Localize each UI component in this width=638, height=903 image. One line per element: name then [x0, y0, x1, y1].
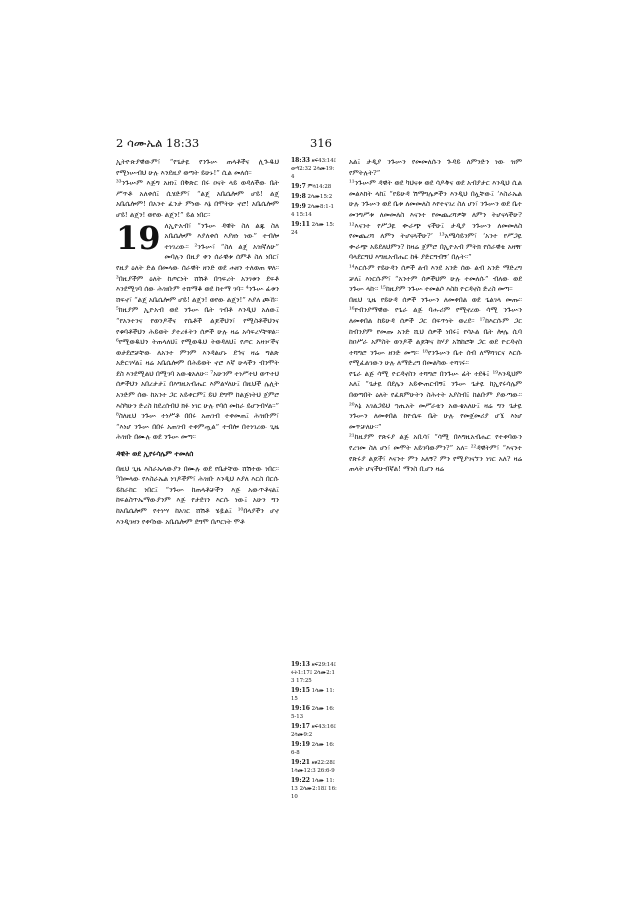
cross-reference [291, 157, 337, 181]
xref-verse: 19:7 [291, 183, 306, 190]
verse-paragraph: ኢትዮጵያዊውም፣ “የጌታዬ የንጉሡ ጠላቶችና ሊጕዱህ የሚነሡብህ ሁሉ እንደዚያ ወጣት ይሁኑ!” ሲል መለሰ። [116, 158, 279, 177]
section-heading: ዳዊት ወደ ኢየሩሳሌም ተመለሰ [116, 450, 194, 459]
xref-verse: 19:8 [291, 193, 306, 200]
xref-verse: 19:9 [291, 203, 306, 210]
verse-paragraph: ³³ንጉሡም እጅግ አዘነ፤ በቅጽር በሩ ዐናት ላይ ወዳለችው ቤት ሥጥቶ አለቀሰ፤ ሲሄድም፣ “ልጄ አቤሴሎም ሆይ! ልጄ አቤሴሎም! በአንተ ፈንታ ምነው እኔ በሞትሁ ኖሮ! አቤሴሎም ሆይ! ልጄን! ወየው ልጄን!” ይል ነበር። [116, 179, 279, 219]
cross-reference-column-lower [291, 661, 337, 803]
page-number: 316 [310, 136, 332, 150]
xref-verse: 19:13 [291, 661, 310, 668]
left-text-column [116, 157, 279, 527]
xref-text: ዘፍ29:14፤ ሩት1:17፤ 2ሳሙ2:13 17:25 [291, 662, 336, 684]
xref-text: ምሳ14:28 [307, 184, 332, 190]
xref-text: 1ሳሙ 11:13 2ሳሙ2:18፤ 16:10 [291, 778, 337, 800]
verse-paragraph: ለኢዮአብ፣ “ንጉሡ ዳዊት ስለ ልጁ ስለ አቤሴሎም እያለቀሰ እያዘነ ነው” ተብሎ ተነገረው። ²ንጉሡ፣ “ስለ ልጄ አዝኛለሁ” መባሉን በዚያ ቀን ሰራዊቱ ሰምቶ ስለ ነበር፣ የዚያ ዕለት ድል በመላው ሰራዊት ዘንድ ወደ ሐዘን ተለወጠ ዋለ። ³በዚያችም ዕለት ከጦርነት ሸሽቶ በኀፍረት አንገቱን ደፍቶ እንደሚገባ ሰው ሕዝቡም ተሸማቆ ወደ ከተማ ገባ። ⁴ንጉሡ ፊቱን ሸፍኖ፣ “ልጄ አቤሴሎም ሆይ! ልጄን! ወየው ልጄን!” እያለ ጮኸ። [116, 221, 279, 304]
verse-paragraph: ¹¹ንጉሡም ዳዊት ወደ ካህናቱ ወደ ሳዶቅና ወደ አብያታር እንዲህ ሲል መልእክት ላከ፤ “የይሁዳ ሽማግሌዎችን እንዲህ በሏቸው፤ ‘እስራኤል ሁሉ ንጉሡን ወደ ቤቱ ለመመለስ እየተናገረ ስለ ሆነ፣ ንጉሡን ወደ ቤተ መንግሥቱ ለመመለስ እናንተ የመጨረሻዎቹ ለምን ትሆናላችሁ? ¹²እናንተ የሥጋዬ ቍራጭ ናችሁ፤ ታዲያ ንጉሡን ለመመለስ የመጨረሻ ለምን ትሆናላችሁ?’ ¹³አሜሳይንም፣ ‘አንተ የሥጋዬ ቍራጭ አይደለህምን? ከዛሬ ጀምሮ በኢዮአብ ምትክ የሰራዊቴ አዛዥ ባላደርግህ እግዚአብሔር ከፋ ያድርግብኝ’ በሉት።” [349, 179, 522, 262]
verse-paragraph: አል፤ ታዲያ ንጉሡን የመመለሱን ጕዳይ ለምንድን ነው ዝም የምትሉት?” [349, 158, 522, 177]
xref-verse: 19:22 [291, 777, 310, 784]
running-header [116, 136, 522, 154]
cross-reference [291, 723, 337, 739]
xref-text: 2ሳሙ 16:5-13 [291, 706, 335, 720]
verse-paragraph: ²¹ከዚያም የጽሩያ ልጅ አቢሳ፣ “ሳሚ በእግዚአብሔር የተቀባውን የረገመ ስለ ሆነ፣ መሞት አይገባውምን?” አለ። ²²ዳዊትም፣ “እናንተ የጽሩያ ልጆች፣ እናንተ ምን አለኝ? ምን የሚያገናኘን ነገር አለ? ዛሬ ጠላት ሆናችሁብኛል! ማንስ ቢሆን ዛሬ [349, 433, 522, 474]
xref-verse: 18:33 [291, 157, 310, 164]
xref-text: 2ሳሙ15:2 [307, 194, 333, 200]
verse-paragraph: ⁵ከዚያም ኢዮአብ ወደ ንጉሡ ቤት ገብቶ እንዲህ አለው፤ “የአንተንና የወንዶችና የሴቶች ልጆችህን፣ የሚስቶችህንና የቁባቶችህን ሕይወት ያተረፉትን ሰዎች ሁሉ ዛሬ አሳፍረሃቸዋል። ⁶የሚወዱህን ትጠላለህ፤ የሚወዱህ ትወዳለህ፤ የጦር አዛዦችና ወታደሮቻቸው ለአንተ ምንም እንዳልሆኑ ደኅና ዛሬ ግልጽ አድርገሃል፤ ዛሬ አቤሴሎም በሕይወት ኖሮ እኛ ሁላችን ብንሞት ደስ እንደሚልህ በሚገባ አውቄአለሁ። ⁷አሁንም ተነሥተህ ወጥተህ ሰዎችህን አበረታታ፤ በእግዚአብሔር እምልሃለሁ፤ በዚህች ሌሊት አንድም ሰው ከአንተ ጋር አይቀርም፤ ይህ ደግሞ ከልጅነትህ ጀምሮ እስካሁን ድረስ ከደረሰብህ ክፉ ነገር ሁሉ የባሰ መከራ ይሆንብሃል።” ⁸ስለዚህ ንጉሡ ተነሥቶ በበሩ አጠገብ ተቀመጠ፤ ሕዝቡም፣ “እነሆ ንጉሡ በበሩ አጠገብ ተቀምጧል” ተብሎ በተነገረው ጊዜ ሕዝቡ በሙሉ ወደ ንጉሡ መጣ። [116, 306, 279, 442]
cross-reference [291, 741, 337, 757]
chapter-block [116, 218, 279, 306]
verse-paragraph: በዚህ ጊዜ የይሁዳ ሰዎች ንጉሡን ለመቀበል ወደ ጌልገላ መጡ። ¹⁶የብንያማዊው የጌራ ልጅ ባሑሪም የሚኖረው ሳሚ ንጉሡን ለመቀበል ከይሁዳ ሰዎች ጋር በፍጥነት ወረደ። ¹⁷ከእርሱም ጋር ከብንያም የመጡ አንድ ሺህ ሰዎች ነበሩ፤ የሳኦል ቤት ሎሌ ሲባ ከዐሥራ አምስት ወንዶች ልጆቹና ከሃያ አሽከሮቹ ጋር ወደ ዮርዳኖስ ተሻግሮ ንጉሡ ዘንድ መጣ። ¹⁸የንጉሡን ቤተ ሰብ ለማሻገርና እርሱ የሚፈልገውን ሁሉ ለማድረግ በመልካው ተሻገሩ። [349, 295, 522, 368]
cross-reference [291, 705, 337, 721]
right-text-column [349, 157, 522, 475]
verse-paragraph: በዚህ ጊዜ እስራኤላውያን በሙሉ ወደ የቤታቸው ሸሽተው ነበር። ⁹በመላው የእስራኤል ነገዶችም፣ ሕዝቡ እንዲህ እያለ እርስ በርሱ ይከራከር ነበር፤ “ንጉሡ ከጠላቶቻችን እጅ አውጥቶናል፤ ከፍልስጥኤማውያንም እጅ የታደገን እርሱ ነው፤ አሁን ግን ከአቤሴሎም የተነሣ ከአገር ሸሽቶ ሄዷል፤ ¹⁰በላያችን ሆኖ እንዲገዛን የቀባነው አቤሴሎም ደግሞ በጦርነት ሞቶ [116, 464, 279, 526]
cross-reference [291, 193, 337, 201]
xref-verse: 19:19 [291, 741, 310, 748]
xref-text: 2ሳሙ8:1-14 15:14 [291, 204, 334, 218]
xref-text: ዘፍ43:16፤ 2ሳሙ9:2 [291, 724, 336, 738]
xref-verse: 19:15 [291, 687, 310, 694]
chapter-number: 19 [116, 218, 161, 257]
xref-text: 2ሳሙ 16:6-8 [291, 742, 335, 756]
cross-reference [291, 183, 337, 191]
xref-verse: 19:16 [291, 705, 310, 712]
xref-text: ዘፀ22:28፤ 1ሳሙ12:3 26:6-9 [291, 760, 336, 774]
cross-reference [291, 777, 337, 801]
book-reference: 2 ሳሙኤል 18:33 [116, 136, 200, 150]
cross-reference [291, 759, 337, 775]
verse-paragraph: የጌራ ልጅ ሳሚ ዮርዳኖስን ተሻግሮ በንጉሡ ፊት ተደፋ፤ ¹⁹እንዲህም አለ፤ “ጌታዬ በደሌን አይቍጠርብኝ፤ ንጉሡ ጌታዬ ከኢየሩሳሌም በወጣበት ዕለት የፈጸምሁትን ስሕተት አያስብ፤ ከልቡም ያውጣው። ²⁰እኔ አገልጋይህ ኀጢአት መሥራቴን አውቄአለሁ፤ ዛሬ ግን ጌታዬ ንጉሡን ለመቀበል ከዮሴፍ ቤት ሁሉ የመጀመሪያ ሆኜ እነሆ መጥቻለሁ።” [349, 369, 522, 431]
cross-reference [291, 203, 337, 219]
xref-text: 1ሳሙ 11:15 [291, 688, 335, 702]
xref-verse: 19:11 [291, 221, 310, 228]
xref-verse: 19:21 [291, 759, 310, 766]
cross-reference [291, 221, 337, 237]
xref-text: ዘፍ43:14፤ ወጣ2:32 2ሳሙ19:4 [291, 158, 336, 180]
xref-verse: 19:17 [291, 723, 310, 730]
xref-text: 2ሳሙ 15:24 [291, 222, 335, 236]
cross-reference-column-upper [291, 157, 337, 239]
cross-reference [291, 661, 337, 685]
verse-paragraph: ¹⁴እርሱም የይሁዳን ሰዎች ልብ እንደ አንድ ሰው ልብ አንድ ማድረግ ቻለ፤ እነርሱም፣ “አንተም ሰዎችህም ሁሉ ተመለሱ” ብለው ወደ ንጉሡ ላኩ። ¹⁵ከዚያም ንጉሡ ተመልሶ እስከ ዮርዳኖስ ድረስ መጣ። [349, 263, 522, 294]
cross-reference [291, 687, 337, 703]
